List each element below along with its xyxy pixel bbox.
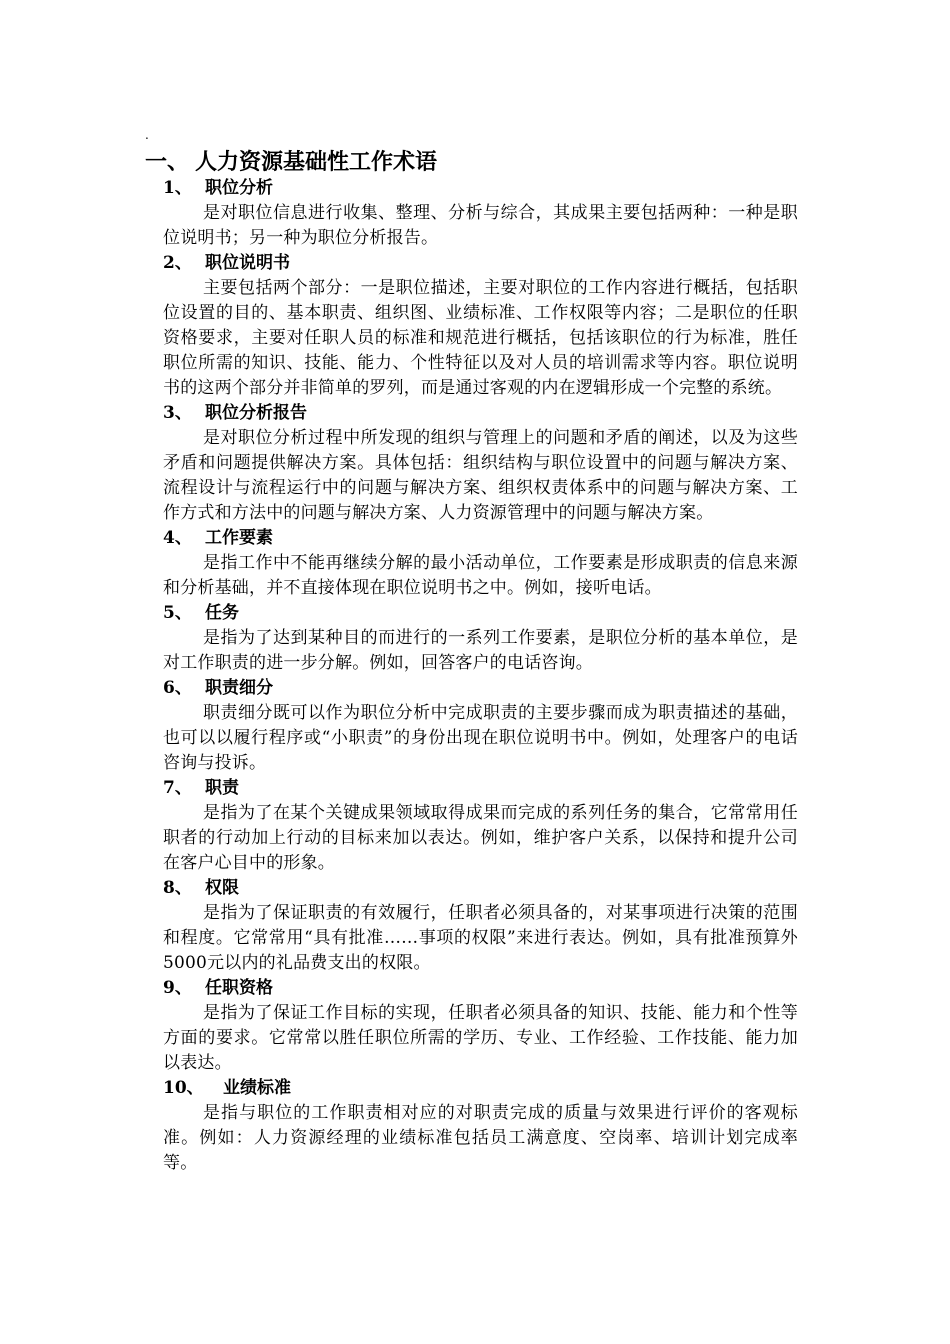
term-heading: [163, 176, 798, 201]
term-definition: 是指与职位的工作职责相对应的对职责完成的质量与效果进行评价的客观标准。例如：人力资源经理的业绩标准包括员工满意度、空岗率、培训计划完成率等。: [163, 1103, 798, 1173]
term-title: 职责细分: [205, 678, 273, 698]
term-number: 2、: [163, 253, 192, 273]
term-item: [163, 526, 798, 601]
term-heading: [163, 401, 798, 426]
term-number: 1、: [163, 178, 192, 198]
term-definition: 是指工作中不能再继续分解的最小活动单位，工作要素是形成职责的信息来源和分析基础，并不直接体现在职位说明书之中。例如，接听电话。: [163, 553, 798, 598]
term-number: 9、: [163, 978, 192, 998]
term-definition: 是指为了达到某种目的而进行的一系列工作要素，是职位分析的基本单位，是对工作职责的进一步分解。例如，回答客户的电话咨询。: [163, 628, 798, 673]
term-title: 职位分析: [205, 178, 273, 198]
section-title-text: 人力资源基础性工作术语: [195, 149, 438, 175]
term-item: [163, 676, 798, 776]
term-item: [163, 876, 798, 976]
term-number: 10、: [163, 1078, 204, 1098]
term-item: [163, 251, 798, 401]
term-title: 业绩标准: [223, 1078, 291, 1098]
term-number: 4、: [163, 528, 192, 548]
term-definition: 是指为了在某个关键成果领域取得成果而完成的系列任务的集合，它常常用任职者的行动加上行动的目标来加以表达。例如，维护客户关系，以保持和提升公司在客户心目中的形象。: [163, 803, 798, 873]
page-mark: .: [145, 128, 149, 142]
term-definition: 是指为了保证工作目标的实现，任职者必须具备的知识、技能、能力和个性等方面的要求。它常常以胜任职位所需的学历、专业、工作经验、工作技能、能力加以表达。: [163, 1003, 798, 1073]
term-definition: 是对职位分析过程中所发现的组织与管理上的问题和矛盾的阐述，以及为这些矛盾和问题提供解决方案。具体包括：组织结构与职位设置中的问题与解决方案、流程设计与流程运行中的问题与解决方案、组织权责体系中的问题与解决方案、工作方式和方法中的问题与解决方案、人力资源管理中的问题与解决方案。: [163, 428, 798, 523]
term-number: 7、: [163, 778, 192, 798]
term-item: [163, 976, 798, 1076]
term-heading: [163, 876, 798, 901]
term-item: [163, 601, 798, 676]
term-number: 3、: [163, 403, 192, 423]
term-item: [163, 1076, 798, 1176]
term-title: 职责: [205, 778, 239, 798]
section-title: [145, 148, 437, 176]
term-heading: [163, 601, 798, 626]
term-item: [163, 776, 798, 876]
term-title: 任职资格: [205, 978, 273, 998]
term-heading: [163, 251, 798, 276]
term-item: [163, 176, 798, 251]
term-definition: 职责细分既可以作为职位分析中完成职责的主要步骤而成为职责描述的基础，也可以以履行程序或“小职责”的身份出现在职位说明书中。例如，处理客户的电话咨询与投诉。: [163, 703, 798, 773]
term-title: 工作要素: [205, 528, 273, 548]
term-number: 5、: [163, 603, 192, 623]
term-title: 职位说明书: [205, 253, 290, 273]
term-item: [163, 401, 798, 526]
term-heading: [163, 976, 798, 1001]
term-heading: [163, 526, 798, 551]
term-title: 任务: [205, 603, 239, 623]
term-heading: [163, 776, 798, 801]
term-heading: [163, 1076, 798, 1101]
section-number: 一、: [145, 149, 190, 175]
term-definition: 是指为了保证职责的有效履行，任职者必须具备的，对某事项进行决策的范围和程度。它常常用“具有批准……事项的权限”来进行表达。例如，具有批准预算外5000元以内的礼品费支出的权限。: [163, 903, 798, 973]
term-definition: 是对职位信息进行收集、整理、分析与综合，其成果主要包括两种：一种是职位说明书；另一种为职位分析报告。: [163, 203, 798, 248]
term-number: 6、: [163, 678, 192, 698]
term-title: 权限: [205, 878, 239, 898]
term-title: 职位分析报告: [205, 403, 307, 423]
term-definition: 主要包括两个部分：一是职位描述，主要对职位的工作内容进行概括，包括职位设置的目的、基本职责、组织图、业绩标准、工作权限等内容；二是职位的任职资格要求，主要对任职人员的标准和规范进行概括，包括该职位的行为标准，胜任职位所需的知识、技能、能力、个性特征以及对人员的培训需求等内容。职位说明书的这两个部分并非简单的罗列，而是通过客观的内在逻辑形成一个完整的系统。: [163, 278, 798, 398]
term-number: 8、: [163, 878, 192, 898]
term-list: [163, 176, 798, 1176]
term-heading: [163, 676, 798, 701]
